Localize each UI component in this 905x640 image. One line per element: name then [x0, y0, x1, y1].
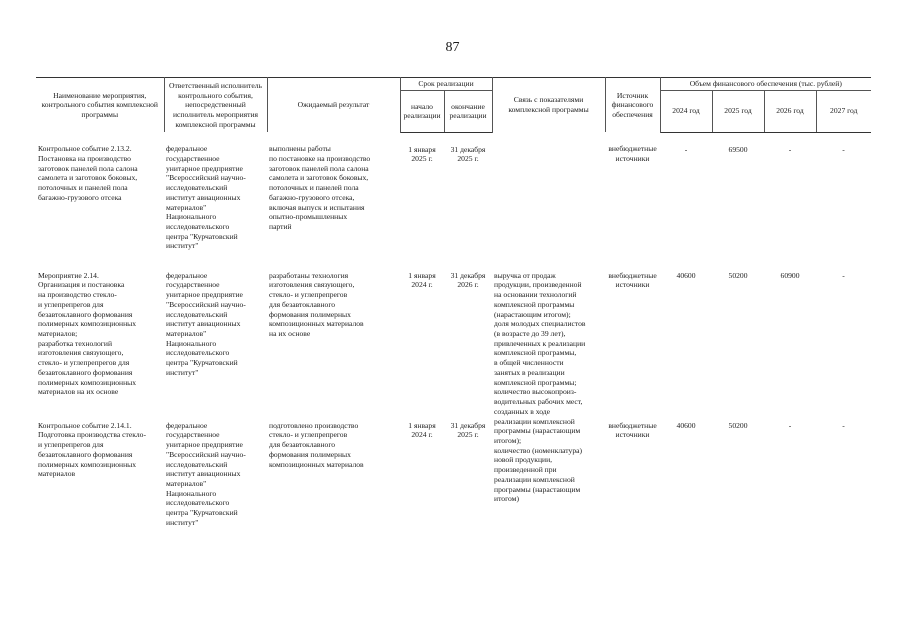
header-2024: 2024 год	[660, 90, 712, 132]
cell-2026: -	[788, 144, 792, 154]
cell-source: внебюджетные источники	[608, 420, 657, 440]
table-row	[36, 415, 871, 531]
cell-end: 31 декабря 2026 г.	[450, 270, 486, 290]
cell-2027: -	[842, 144, 845, 154]
header-expected: Ожидаемый результат	[267, 78, 400, 133]
cell-2027: -	[842, 270, 845, 280]
cell-end: 31 декабря 2025 г.	[450, 420, 486, 440]
header-end: окончание реализации	[444, 90, 492, 132]
cell-responsible: федеральное государственное унитарное предприятие "Всероссийский научно- исследовательский институт авиационных материалов" Национального исследовательского центра "Курчатовский институт"	[166, 420, 246, 527]
cell-source: внебюджетные источники	[608, 144, 657, 163]
header-2026: 2026 год	[764, 90, 816, 132]
cell-2026: -	[788, 420, 792, 430]
cell-start: 1 января 2025 г.	[408, 144, 436, 164]
cell-2026: 60900	[780, 270, 800, 280]
program-table	[36, 77, 871, 531]
header-source: Источник финансового обеспечения	[605, 78, 660, 133]
cell-link	[492, 132, 605, 265]
table-row	[36, 132, 871, 265]
header-2027: 2027 год	[816, 90, 871, 132]
cell-link: выручка от продаж продукции, произведенной на основании технологий комплексной программы (нарастающим итогом); доля молодых специалистов (в возрасте до 39 лет), привлеченных к реализации комплексной программы, в общей численности занятых в реализации комплексной программы; количество высокопроиз- водительных рабочих мест, созданных в ходе реализации комплексной программы (нарастающим итогом); количество (номенклатура) новой продукции, произведенной при реализации комплексной программы (нарастающим итогом)	[494, 270, 586, 504]
cell-start: 1 января 2024 г.	[408, 270, 436, 290]
header-start: начало реализации	[400, 90, 444, 132]
cell-2024: 40600	[676, 270, 696, 280]
header-2025: 2025 год	[712, 90, 764, 132]
cell-start: 1 января 2024 г.	[408, 420, 436, 440]
header-name: Наименование мероприятия, контрольного события комплексной программы	[36, 78, 164, 133]
header-link: Связь с показателями комплексной программы	[492, 78, 605, 133]
cell-2024: -	[684, 144, 688, 154]
cell-end: 31 декабря 2025 г.	[450, 144, 486, 164]
table-row	[36, 265, 871, 415]
cell-2025: 50200	[728, 420, 748, 430]
cell-responsible: федеральное государственное унитарное предприятие "Всероссийский научно- исследовательский институт авиационных материалов" Национального исследовательского центра "Курчатовский институт"	[166, 144, 246, 251]
cell-expected: выполнены работы по постановке на производство заготовок панелей пола салона самолета и заготовок боковых, потолочных и панелей пола багажно-грузового отсека, включая выпуск и испытания опытно-промышленных партий	[269, 144, 371, 231]
page-number: 87	[445, 40, 460, 55]
cell-2027: -	[842, 420, 845, 430]
cell-2025: 69500	[728, 144, 748, 154]
cell-name: Контрольное событие 2.14.1. Подготовка производства стекло- и углепрепрегов для безавтоклавного формования полимерных композиционных материалов	[38, 420, 146, 479]
header-responsible: Ответственный исполнитель контрольного события, непосредственный исполнитель мероприятия комплексной программы	[164, 78, 267, 133]
header-finance-group: Объем финансового обеспечения (тыс. рублей)	[660, 78, 871, 91]
cell-source: внебюджетные источники	[608, 270, 657, 290]
cell-expected: подготовлено производство стекло- и углепрепрегов для безавтоклавного формования полимерных композиционных материалов	[269, 420, 364, 469]
cell-2024: 40600	[676, 420, 696, 430]
cell-responsible: федеральное государственное унитарное предприятие "Всероссийский научно- исследовательский институт авиационных материалов" Национального исследовательского центра "Курчатовский институт"	[166, 270, 246, 377]
cell-name: Мероприятие 2.14. Организация и постановка на производство стекло- и углепрепрегов для безавтоклавного формования полимерных композиционных материалов; разработка технологий изготовления связующего, стекло- и углепрепрегов для безавтоклавного формования полимерных композиционных материалов на их основе	[38, 270, 137, 397]
cell-expected: разработаны технология изготовления связующего, стекло- и углепрепрегов для безавтоклавного формования полимерных композиционных материалов на их основе	[269, 270, 364, 339]
cell-2025: 50200	[728, 270, 748, 280]
cell-name: Контрольное событие 2.13.2. Постановка на производство заготовок панелей пола салона самолета и заготовок боковых, потолочных и панелей пола багажно-грузового отсека	[38, 144, 138, 202]
header-term-group: Срок реализации	[400, 78, 492, 91]
